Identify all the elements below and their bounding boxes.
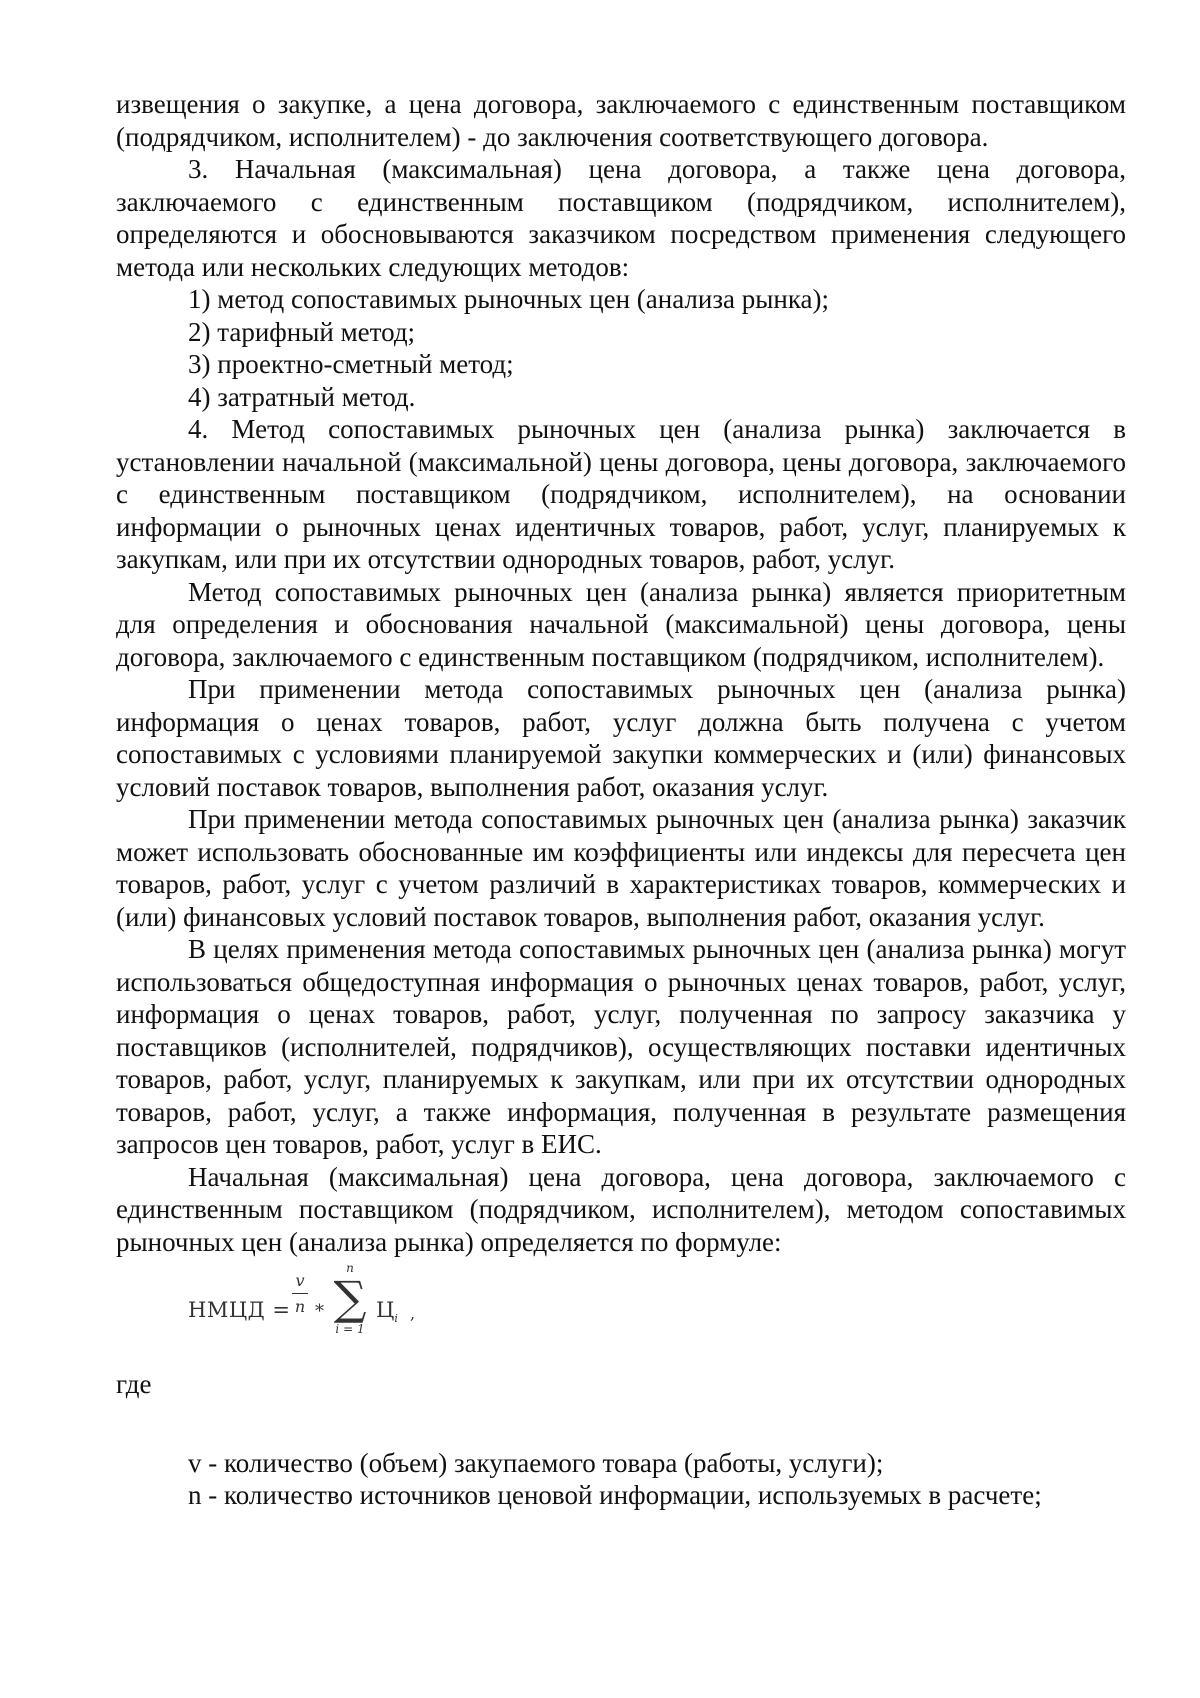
where-label: где (116, 1369, 152, 1399)
definitions-list (116, 1447, 1126, 1512)
paragraph-formula-intro: Начальная (максимальная) цена договора, цена договора, заключаемого с единственным поставщиком (подрядчиком, исполнителем), методом сопоставимых рыночных цен (анализа рынка) определяется по формуле: (116, 1161, 1126, 1257)
list-item-method-3: 3) проектно-сметный метод; (188, 349, 514, 379)
formula-multiply: * (315, 1301, 324, 1322)
paragraph-sources: В целях применения метода сопоставимых рыночных цен (анализа рынка) могут использоваться общедоступная информация о рыночных ценах товаров, работ, услуг, информация о ценах товаров, работ, услуг, полученная по запросу заказчика у поставщиков (исполнителей, подрядчиков), осуществляющих поставки идентичных товаров, работ, услуг, планируемых к закупкам, или при их отсутствии однородных товаров, работ, услуг, а также информация, полученная в результате размещения запросов цен товаров, работ, услуг в ЕИС. (116, 934, 1126, 1159)
formula-numerator: v (295, 1271, 305, 1290)
formula-sum (328, 1262, 372, 1336)
definition-n: n - количество источников ценовой информации, используемых в расчете; (188, 1480, 1042, 1510)
paragraph-clause-4: 4. Метод сопоставимых рыночных цен (анализа рынка) заключается в установлении начальной (максимальной) цены договора, цены договора, заключаемого с единственным поставщиком (подрядчиком, исполнителем), на основании информации о рыночных ценах идентичных товаров, работ, услуг, планируемых к закупкам, или при их отсутствии однородных товаров, работ, услуг. (116, 414, 1126, 574)
paragraph-clause-3: 3. Начальная (максимальная) цена договора, а также цена договора, заключаемого с единственным поставщиком (подрядчиком, исполнителем), определяются и обосновываются заказчиком посредством применения следующего метода или нескольких следующих методов: (116, 154, 1126, 282)
formula-fraction (292, 1272, 308, 1316)
fraction-bar (292, 1293, 308, 1294)
list-item-method-4: 4) затратный метод. (188, 381, 416, 412)
paragraph-coefficients: При применении метода сопоставимых рыночных цен (анализа рынка) заказчик может использовать обоснованные им коэффициенты или индексы для пересчета цен товаров, работ, услуг с учетом различий в характеристиках товаров, коммерческих и (или) финансовых условий поставок товаров, выполнения работ, оказания услуг. (116, 804, 1126, 932)
paragraph-continuation: извещения о закупке, а цена договора, заключаемого с единственным поставщиком (подрядчиком, исполнителем) - до заключения соответствующего договора. (116, 89, 1126, 152)
definition-v: v - количество (объем) закупаемого товара (работы, услуги); (188, 1447, 884, 1478)
sum-lower-limit: i = 1 (335, 1322, 365, 1336)
list-item-method-2: 2) тарифный метод; (188, 316, 416, 347)
formula-trailing-comma: , (410, 1304, 416, 1323)
formula-term-index: i (394, 1312, 398, 1326)
sigma-symbol: ∑ (333, 1271, 367, 1325)
nmcd-formula (188, 1262, 1126, 1368)
list-item-method-1: 1) метод сопоставимых рыночных цен (анализа рынка); (188, 284, 830, 314)
paragraph-price-info: При применении метода сопоставимых рыночных цен (анализа рынка) информация о ценах товаров, работ, услуг должна быть получена с учетом сопоставимых с условиями планируемой закупки коммерческих и (или) финансовых условий поставок товаров, выполнения работ, оказания услуг. (116, 674, 1126, 802)
formula-term (376, 1294, 398, 1336)
formula-lhs: НМЦД = (188, 1298, 291, 1322)
formula-term-symbol: Ц (376, 1298, 395, 1322)
paragraph-priority: Метод сопоставимых рыночных цен (анализа рынка) является приоритетным для определения и обоснования начальной (максимальной) цены договора, цены договора, заключаемого с единственным поставщиком (подрядчиком, исполнителем). (116, 576, 1126, 672)
formula-denominator: n (294, 1297, 306, 1316)
document-body (116, 88, 1126, 1512)
sum-upper-limit: n (346, 1261, 354, 1275)
